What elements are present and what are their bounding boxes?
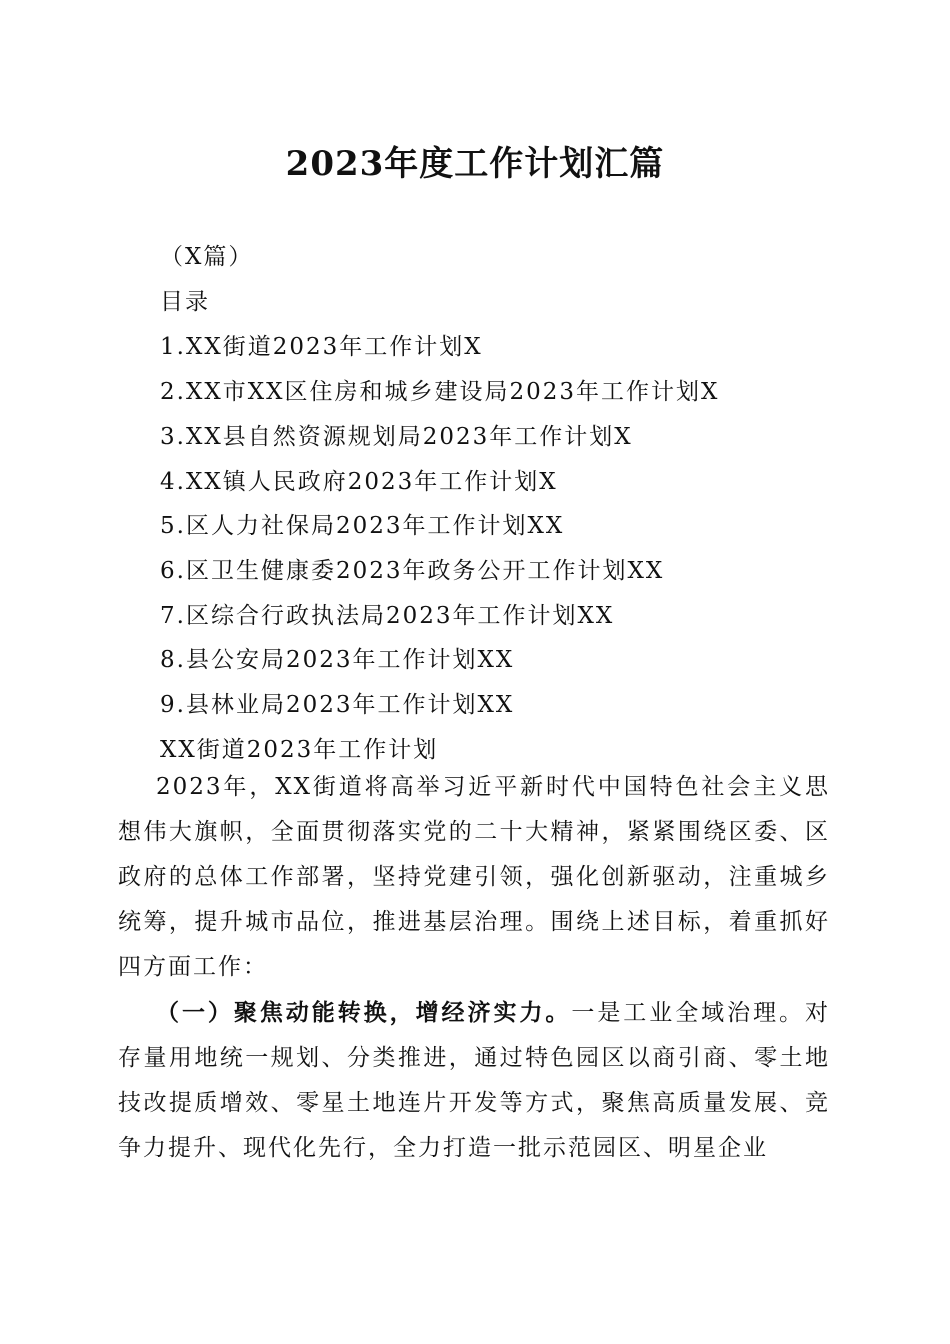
toc-item: 8.县公安局2023年工作计划XX	[160, 647, 515, 673]
body-paragraph: 2023年，XX街道将高举习近平新时代中国特色社会主义思想伟大旗帜，全面贯彻落实党的二十大精神，紧紧围绕区委、区政府的总体工作部署，坚持党建引领，强化创新驱动，注重城乡统筹，提升城市品位，推进基层治理。围绕上述目标，着重抓好四方面工作：	[118, 774, 830, 980]
toc-item: 5.区人力社保局2023年工作计划XX	[160, 513, 565, 539]
document-subtitle: （X篇）	[160, 244, 254, 270]
toc-item: 7.区综合行政执法局2023年工作计划XX	[160, 603, 615, 629]
document-title: 2023年度工作计划汇篇	[285, 144, 665, 184]
section-title: XX街道2023年工作计划	[160, 737, 439, 763]
toc-item: 1.XX街道2023年工作计划X	[160, 334, 483, 360]
toc-item: 2.XX市XX区住房和城乡建设局2023年工作计划X	[160, 379, 720, 405]
toc-item: 6.区卫生健康委2023年政务公开工作计划XX	[160, 558, 665, 584]
body-paragraph	[118, 990, 830, 1171]
toc-item: 3.XX县自然资源规划局2023年工作计划X	[160, 424, 633, 450]
toc-item: 4.XX镇人民政府2023年工作计划X	[160, 469, 558, 495]
paragraph-text: 一是工业全域治理。对存量用地统一规划、分类推进，通过特色园区以商引商、零土地技改提质增效、零星土地连片开发等方式，聚焦高质量发展、竞争力提升、现代化先行，全力打造一批示范园区、明星企业	[118, 1000, 831, 1161]
toc-item: 9.县林业局2023年工作计划XX	[160, 692, 515, 718]
toc-heading: 目录	[160, 289, 210, 315]
paragraph-lead: （一）聚焦动能转换，增经济实力。	[156, 999, 572, 1026]
